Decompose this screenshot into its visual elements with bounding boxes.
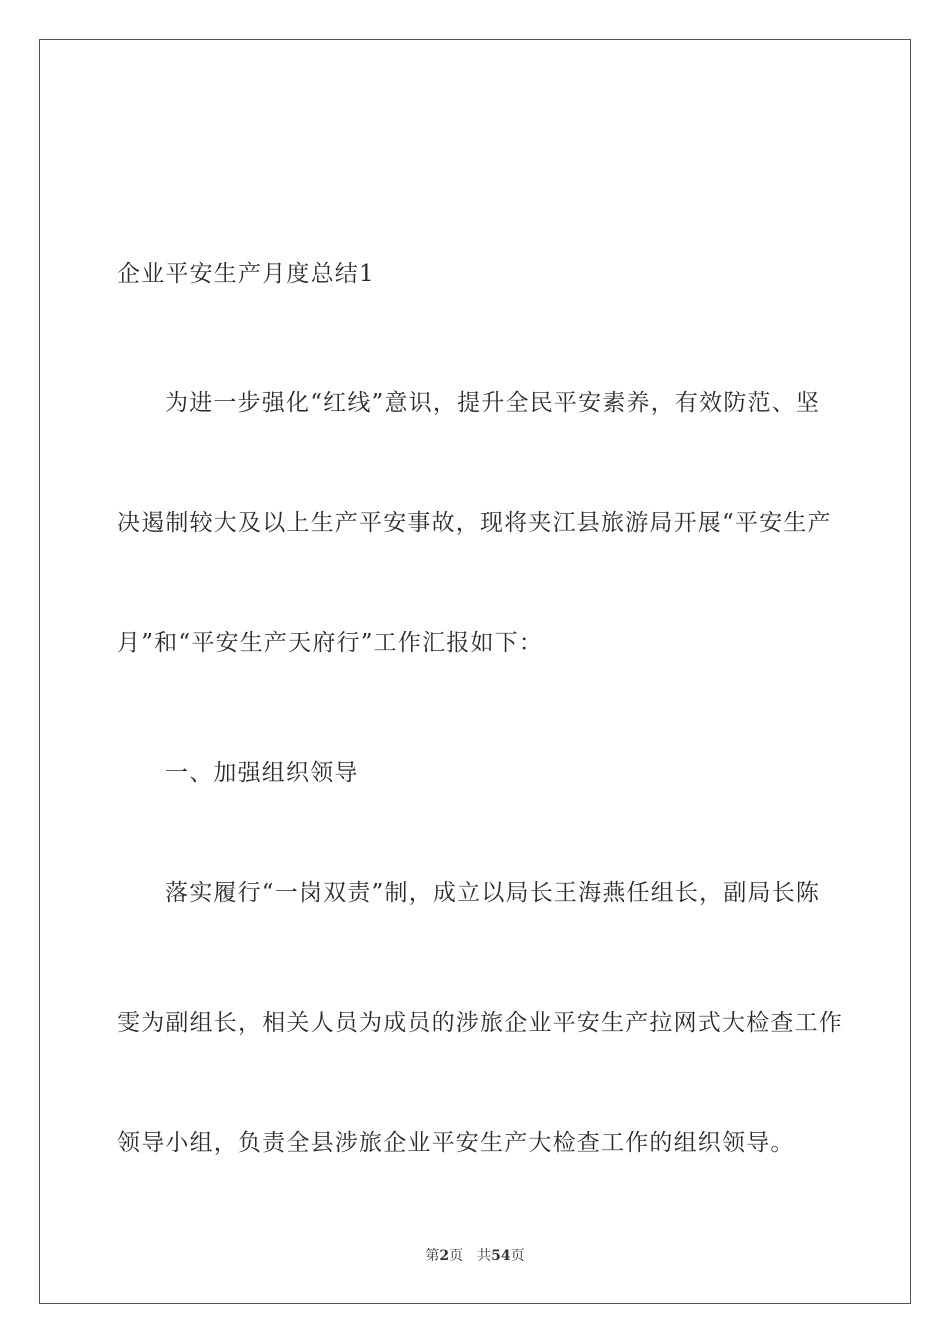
footer-page-suffix: 页 [449, 1248, 464, 1264]
footer-page-prefix: 第 [425, 1248, 440, 1264]
document-title: 企业平安生产月度总结1 [117, 261, 375, 287]
page-footer [0, 1247, 950, 1265]
footer-page-number: 2 [439, 1248, 450, 1264]
paragraph-1-line-2: 决遏制较大及以上生产平安事故，现将夹江县旅游局开展“平安生产 [117, 510, 832, 536]
page-border [39, 39, 911, 1304]
footer-total-pages: 54 [491, 1248, 511, 1264]
footer-total-prefix: 共 [477, 1248, 492, 1264]
footer-total-suffix: 页 [510, 1248, 525, 1264]
paragraph-1-line-1: 为进一步强化“红线”意识，提升全民平安素养，有效防范、坚 [165, 390, 821, 416]
paragraph-3-line-3: 领导小组，负责全县涉旅企业平安生产大检查工作的组织领导。 [117, 1130, 795, 1156]
paragraph-3-line-1: 落实履行“一岗双责”制，成立以局长王海燕任组长，副局长陈 [165, 880, 821, 906]
paragraph-1-line-3: 月”和“平安生产天府行”工作汇报如下： [117, 630, 544, 656]
section-heading: 一、加强组织领导 [165, 760, 359, 786]
paragraph-3-line-2: 雯为副组长，相关人员为成员的涉旅企业平安生产拉网式大检查工作 [117, 1010, 843, 1036]
